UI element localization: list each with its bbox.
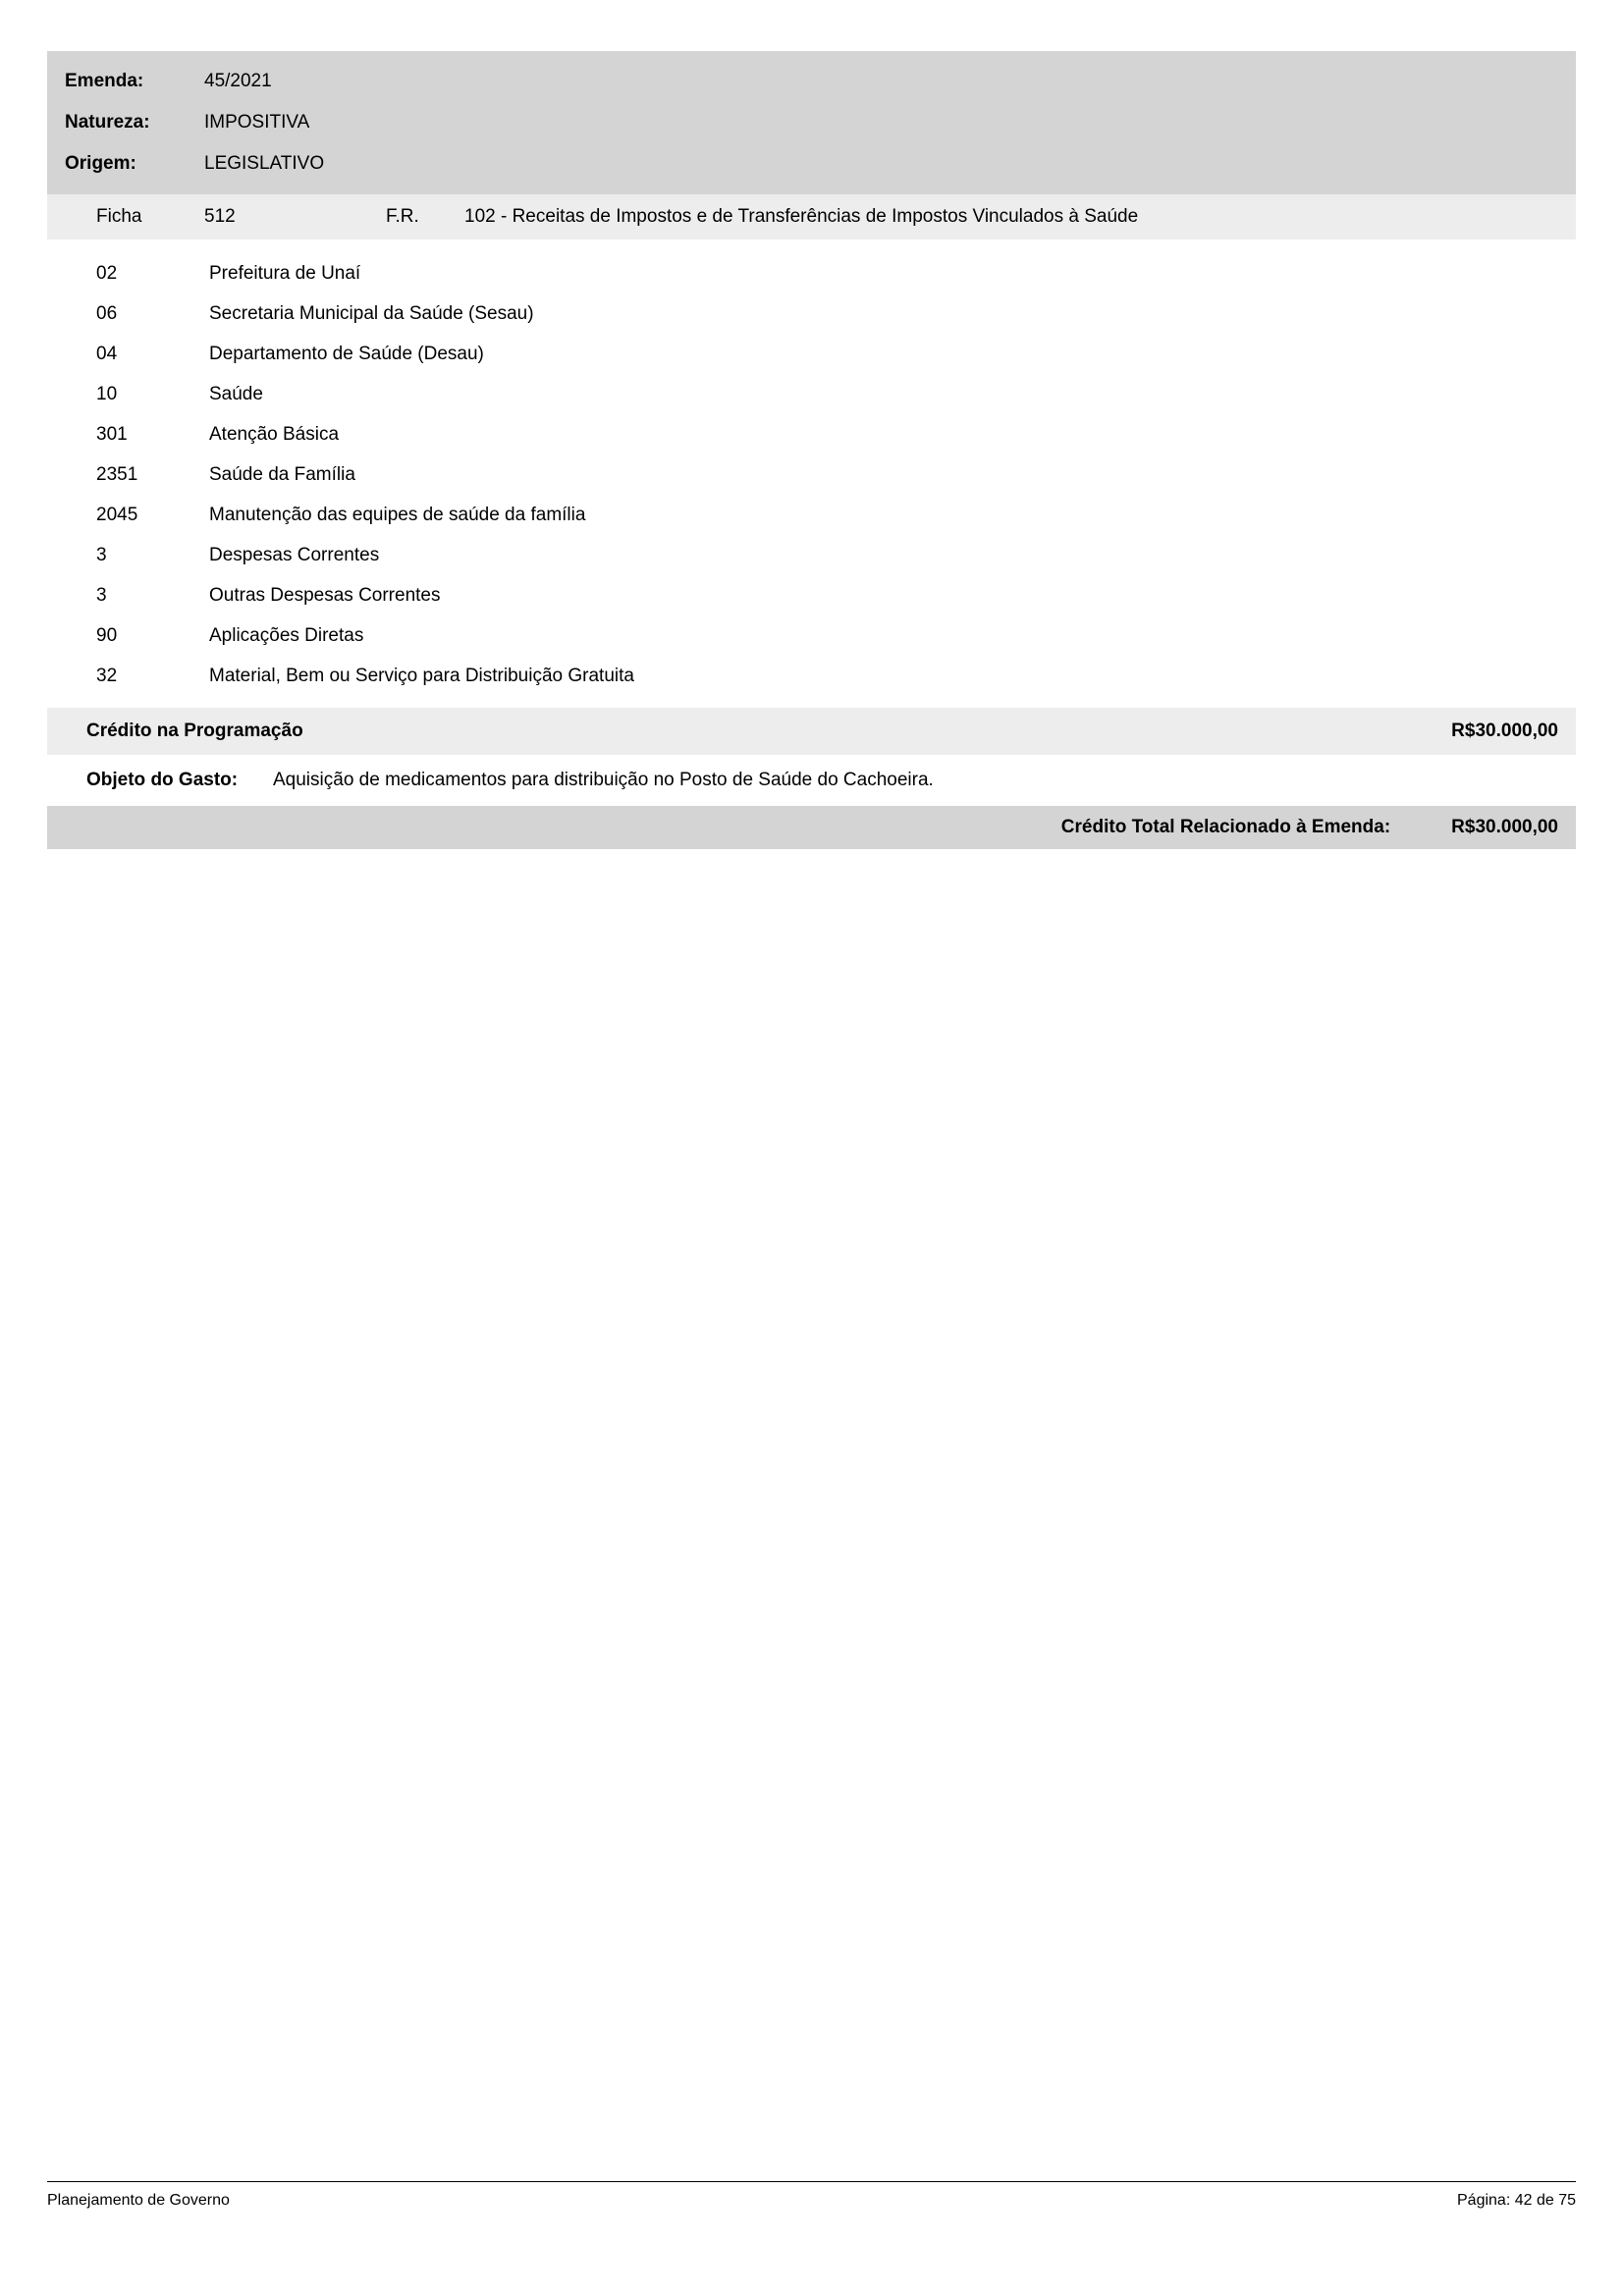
credito-programacao-row bbox=[47, 708, 1576, 755]
origem-value: LEGISLATIVO bbox=[204, 153, 325, 174]
classification-row bbox=[47, 294, 1576, 334]
classification-row bbox=[47, 454, 1576, 495]
emenda-record bbox=[47, 51, 1576, 849]
classification-description: Departamento de Saúde (Desau) bbox=[209, 343, 484, 364]
classification-code: 32 bbox=[96, 665, 118, 686]
classification-row bbox=[47, 374, 1576, 414]
natureza-label: Natureza: bbox=[65, 112, 150, 133]
classification-code: 02 bbox=[96, 262, 118, 284]
emenda-value: 45/2021 bbox=[204, 71, 272, 91]
classification-description: Secretaria Municipal da Saúde (Sesau) bbox=[209, 302, 534, 324]
classification-code: 2351 bbox=[96, 463, 138, 485]
classification-list bbox=[47, 240, 1576, 696]
fonte-recurso-label: F.R. bbox=[386, 206, 419, 227]
classification-code: 2045 bbox=[96, 504, 138, 525]
classification-row bbox=[47, 575, 1576, 615]
footer-page-number: Página: 42 de 75 bbox=[1457, 2192, 1576, 2209]
classification-description: Outras Despesas Correntes bbox=[209, 584, 441, 606]
emenda-header-block bbox=[47, 51, 1576, 194]
classification-description: Despesas Correntes bbox=[209, 544, 380, 565]
classification-description: Saúde bbox=[209, 383, 263, 404]
classification-row bbox=[47, 334, 1576, 374]
classification-code: 10 bbox=[96, 383, 118, 404]
objeto-gasto-label: Objeto do Gasto: bbox=[86, 770, 239, 790]
classification-row bbox=[47, 414, 1576, 454]
classification-code: 3 bbox=[96, 584, 107, 606]
classification-description: Saúde da Família bbox=[209, 463, 355, 485]
credito-total-value: R$30.000,00 bbox=[1451, 817, 1558, 837]
classification-code: 90 bbox=[96, 624, 118, 646]
fonte-recurso-value: 102 - Receitas de Impostos e de Transferências de Impostos Vinculados à Saúde bbox=[464, 206, 1139, 227]
objeto-gasto-row bbox=[47, 755, 1576, 806]
footer-left-text: Planejamento de Governo bbox=[47, 2192, 230, 2209]
classification-row bbox=[47, 535, 1576, 575]
natureza-value: IMPOSITIVA bbox=[204, 112, 310, 133]
credito-total-row bbox=[47, 806, 1576, 849]
classification-code: 06 bbox=[96, 302, 118, 324]
classification-description: Aplicações Diretas bbox=[209, 624, 364, 646]
ficha-label: Ficha bbox=[96, 206, 142, 227]
classification-row bbox=[47, 615, 1576, 656]
page-footer bbox=[47, 2181, 1576, 2210]
origem-label: Origem: bbox=[65, 153, 136, 174]
classification-description: Atenção Básica bbox=[209, 423, 340, 445]
classification-row bbox=[47, 253, 1576, 294]
classification-code: 301 bbox=[96, 423, 128, 445]
classification-row bbox=[47, 495, 1576, 535]
objeto-gasto-text: Aquisição de medicamentos para distribuição no Posto de Saúde do Cachoeira. bbox=[273, 770, 934, 790]
classification-code: 04 bbox=[96, 343, 118, 364]
classification-code: 3 bbox=[96, 544, 107, 565]
emenda-row bbox=[47, 61, 1576, 102]
credito-programacao-value: R$30.000,00 bbox=[1451, 721, 1558, 741]
credito-total-label: Crédito Total Relacionado à Emenda: bbox=[1060, 817, 1391, 837]
emenda-label: Emenda: bbox=[65, 71, 144, 91]
ficha-row bbox=[47, 194, 1576, 240]
origem-row bbox=[47, 143, 1576, 185]
classification-description: Manutenção das equipes de saúde da família bbox=[209, 504, 586, 525]
ficha-number: 512 bbox=[204, 206, 236, 227]
classification-description: Material, Bem ou Serviço para Distribuição Gratuita bbox=[209, 665, 634, 686]
classification-description: Prefeitura de Unaí bbox=[209, 262, 361, 284]
credito-programacao-label: Crédito na Programação bbox=[86, 721, 303, 741]
classification-row bbox=[47, 656, 1576, 696]
natureza-row bbox=[47, 102, 1576, 143]
